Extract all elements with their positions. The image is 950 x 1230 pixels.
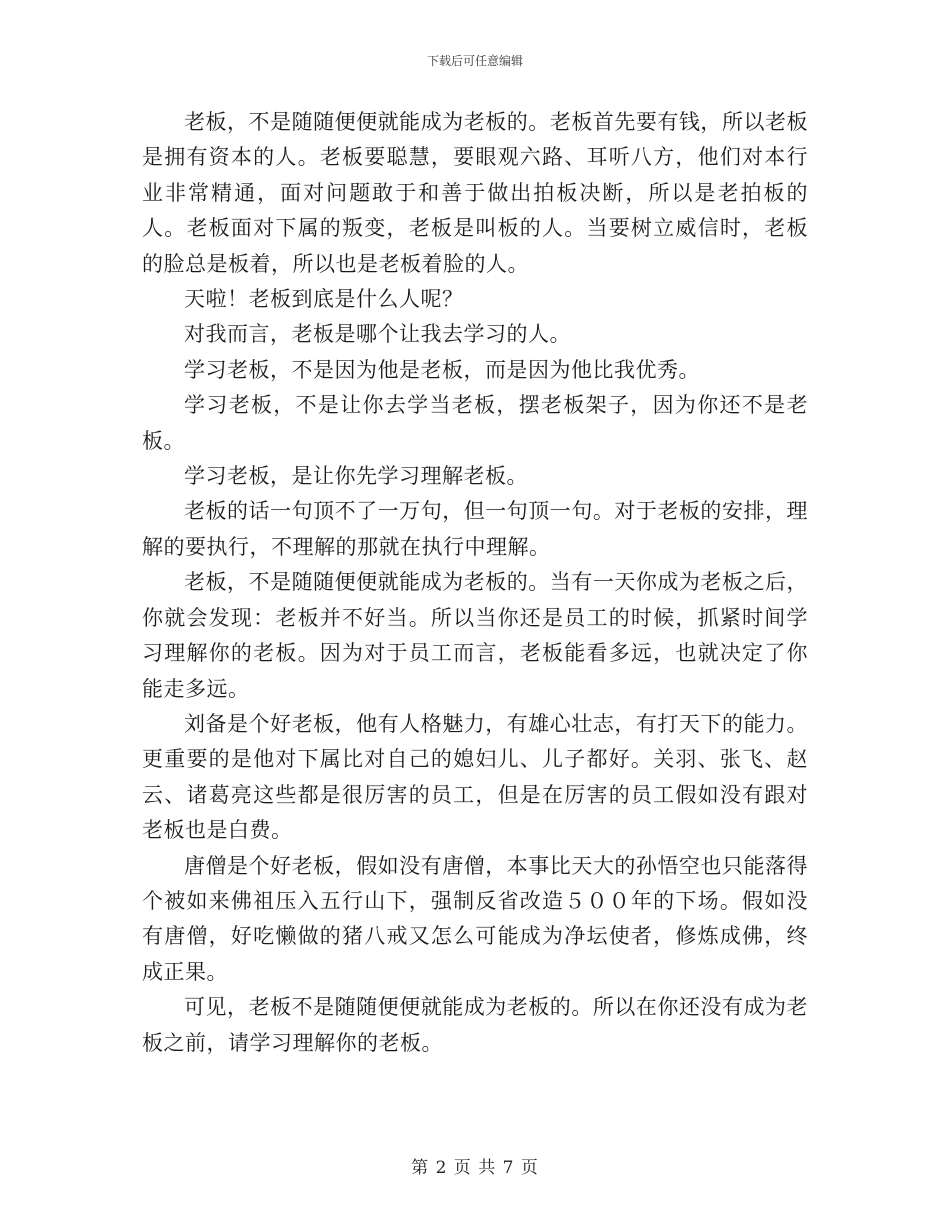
paragraph: 刘备是个好老板，他有人格魅力，有雄心壮志，有打天下的能力。更重要的是他对下属比对自己的媳妇儿、儿子都好。关羽、张飞、赵云、诸葛亮这些都是很厉害的员工，但是在厉害的员工假如没有跟对老板也是白费。 [142,711,808,843]
paragraph: 天啦！老板到底是什么人呢？ [184,287,464,312]
paragraph: 学习老板，是让你先学习理解老板。 [184,464,528,489]
paragraph: 唐僧是个好老板，假如没有唐僧，本事比天大的孙悟空也只能落得个被如来佛祖压入五行山下，强制反省改造５００年的下场。假如没有唐僧，好吃懒做的猪八戒又怎么可能成为净坛使者，修炼成佛，终成正果。 [142,853,808,984]
paragraph: 对我而言，老板是哪个让我去学习的人。 [184,322,571,347]
paragraph: 老板的话一句顶不了一万句，但一句顶一句。对于老板的安排，理解的要执行，不理解的那就在执行中理解。 [142,499,808,559]
paragraph: 老板，不是随随便便就能成为老板的。老板首先要有钱，所以老板是拥有资本的人。老板要聪慧，要眼观六路、耳听八方，他们对本行业非常精通，面对问题敢于和善于做出拍板决断，所以是老拍板的人。老板面对下属的叛变，老板是叫板的人。当要树立威信时，老板的脸总是板着，所以也是老板着脸的人。 [142,110,808,276]
page-header: 下载后可任意编辑 [426,54,523,68]
paragraph: 老板，不是随随便便就能成为老板的。当有一天你成为老板之后，你就会发现：老板并不好当。所以当你还是员工的时候，抓紧时间学习理解你的老板。因为对于员工而言，老板能看多远，也就决定了你能走多远。 [142,570,808,701]
paragraph: 学习老板，不是让你去学当老板，摆老板架子，因为你还不是老板。 [142,393,808,453]
page-number-footer: 第 2 页 共 7 页 [411,1158,539,1178]
paragraph: 学习老板，不是因为他是老板，而是因为他比我优秀。 [184,357,700,382]
document-body [142,105,808,1061]
paragraph: 可见，老板不是随随便便就能成为老板的。所以在你还没有成为老板之前，请学习理解你的老板。 [142,995,808,1055]
